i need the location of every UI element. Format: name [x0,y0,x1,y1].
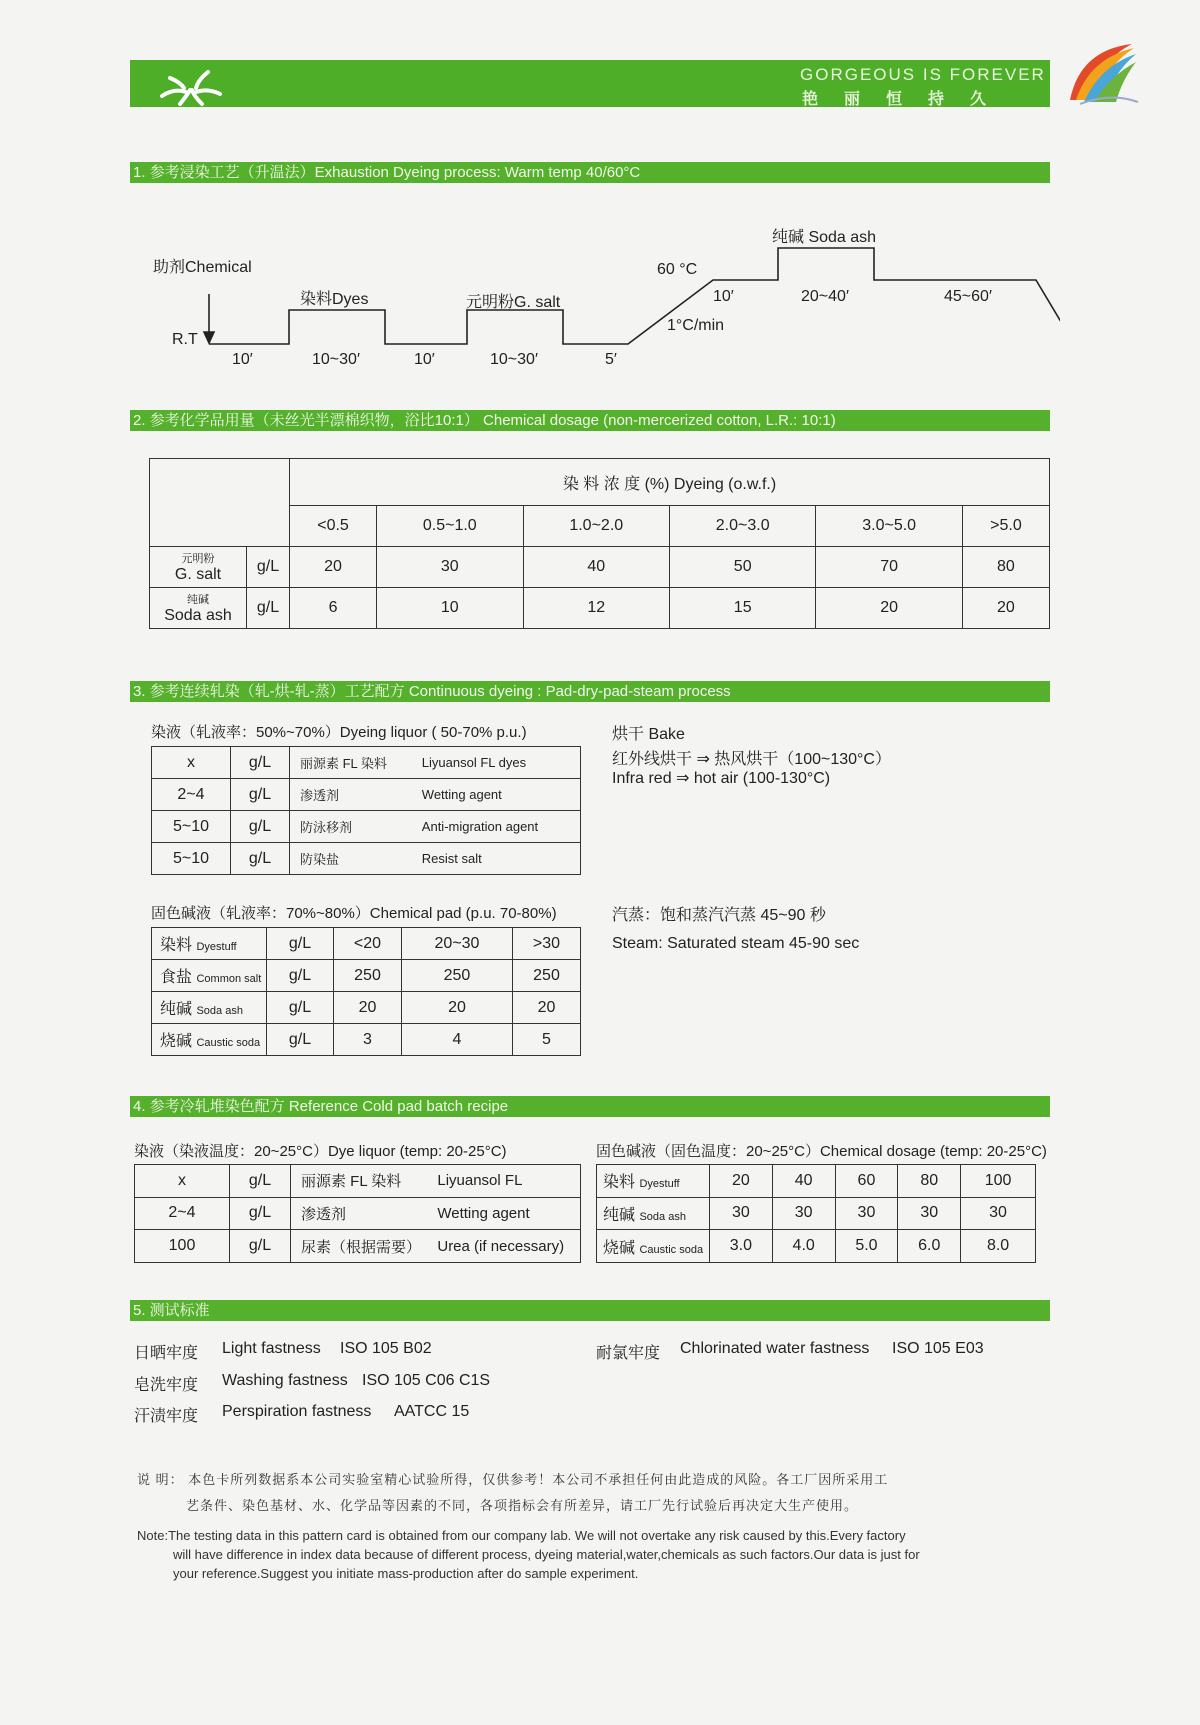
logo-icon [150,60,230,107]
cell: 防泳移剂 [290,811,422,843]
dosage-header: 染 料 浓 度 (%) Dyeing (o.w.f.) [290,459,1050,506]
cell: x [152,747,231,779]
cell: 30 [377,546,523,587]
table-row [135,1197,581,1230]
cell: 40 [772,1165,835,1198]
cell: g/L [230,1197,291,1230]
cell: 4.0 [772,1230,835,1263]
cell: Wetting agent [422,779,581,811]
cell: 20 [512,992,580,1024]
rt-label: R.T [172,331,198,348]
cell: g/L [230,1230,291,1263]
cell: 纯碱 [160,1001,193,1018]
temp-label: 60 °C [657,261,698,278]
note-en-line2: will have difference in index data because of different process, dyeing material,water,chemicals as such factors.Our data is just for [173,1547,920,1562]
time-label: 10′ [414,351,435,368]
bake-title: 烘干 Bake [612,726,685,743]
std-code: AATCC 15 [394,1403,470,1420]
note-en-line3: your reference.Suggest you initiate mass-production after do sample experiment. [173,1566,639,1581]
cell: 2~4 [135,1197,230,1230]
std-en: Washing fastness [222,1372,348,1389]
std-en: Perspiration fastness [222,1403,372,1420]
time-label: 10~30′ [312,351,360,368]
cell: x [135,1165,230,1198]
time-label: 5′ [605,351,617,368]
section2-title: 2. 参考化学品用量（未丝光半漂棉织物，浴比10:1） Chemical dosage (non-mercerized cotton, L.R.: 10:1) [130,410,1050,431]
liquor-title: 染液（轧液率：50%~70%）Dyeing liquor ( 50-70% p.u.) [151,724,527,741]
unit: g/L [247,546,290,587]
note-en-line1: Note:The testing data in this pattern card is obtained from our company lab. We will not overtake any risk caused by this.Every factory [137,1528,906,1543]
cell: 5~10 [152,843,231,875]
cell: g/L [267,928,334,960]
table-row [597,1230,1036,1263]
std-code: ISO 105 B02 [340,1340,432,1357]
cell: Common salt [196,973,262,985]
std-code: ISO 105 E03 [892,1340,984,1357]
row-label-cn: 元明粉 [181,552,215,565]
section4-title: 4. 参考冷轧堆染色配方 Reference Cold pad batch recipe [130,1096,1050,1117]
time-label: 10~30′ [490,351,538,368]
cell: g/L [230,1165,291,1198]
cell: 30 [961,1197,1036,1230]
steam-en: Steam: Saturated steam 45-90 sec [612,935,860,952]
col-header: 2.0~3.0 [669,506,815,546]
pad-table [151,927,581,1056]
slogan-cn: 艳丽恒持久 [802,91,1013,108]
cell: 40 [523,546,669,587]
std-en: Chlorinated water fastness [680,1340,870,1357]
cell: 染料 [160,937,193,954]
table-row [152,747,581,779]
table-row [152,960,581,992]
cell: Liyuansol FL [437,1165,580,1198]
rainbow-feather-icon [1060,40,1140,110]
section5-title: 5. 测试标准 [130,1300,1050,1321]
cell: 30 [835,1197,898,1230]
cell: 20 [816,587,962,628]
std-code: ISO 105 C06 C1S [362,1372,491,1389]
cell: 烧碱 [160,1033,193,1050]
cold-chem-title: 固色碱液（固色温度：20~25°C）Chemical dosage (temp: 20-25°C) [596,1143,1047,1160]
cell: 10 [377,587,523,628]
table-row [152,811,581,843]
cell: Soda ash [196,1005,243,1017]
cell: 30 [772,1197,835,1230]
cell: 80 [962,546,1049,587]
soda-label: 纯碱 Soda ash [772,229,877,246]
cell: 丽源素 FL 染料 [290,747,422,779]
cell: 250 [334,960,402,992]
col-header: 1.0~2.0 [523,506,669,546]
cell: g/L [267,992,334,1024]
cell: 80 [898,1165,961,1198]
cell: Dyestuff [196,941,237,953]
dyeing-process-diagram [130,200,1060,380]
cell: <20 [334,928,402,960]
cell: 烧碱 [603,1239,636,1257]
std-en: Light fastness [222,1340,321,1357]
bake-en: Infra red ⇒ hot air (100-130°C) [612,770,831,787]
cell: 20 [290,546,377,587]
cell: 5.0 [835,1230,898,1263]
gsalt-label: 元明粉G. salt [466,294,561,311]
note-cn-line2: 艺条件、染色基材、水、化学品等因素的不同，各项指标会有所差异，请工厂先行试验后再决定大生产使用。 [186,1498,859,1513]
cell: 渗透剂 [290,779,422,811]
cell: 100 [961,1165,1036,1198]
cell: 100 [135,1230,230,1263]
pad-title: 固色碱液（轧液率：70%~80%）Chemical pad (p.u. 70-80%) [151,905,557,922]
row-label-en: Soda ash [164,606,232,624]
cell: 渗透剂 [291,1197,438,1230]
col-header: <0.5 [290,506,377,546]
chemical-label: 助剂Chemical [153,259,252,276]
cell: 2~4 [152,779,231,811]
cell: 250 [401,960,512,992]
cell: g/L [267,960,334,992]
cell: 15 [669,587,815,628]
cell: 50 [669,546,815,587]
table-row [152,992,581,1024]
slogan-en: GORGEOUS IS FOREVER [800,65,1046,84]
std-cn: 汗渍牢度 [134,1408,199,1425]
bake-cn: 红外线烘干 ⇒ 热风烘干（100~130°C） [612,751,891,768]
cell: 3 [334,1024,402,1056]
cell: g/L [231,747,290,779]
col-header: 0.5~1.0 [377,506,523,546]
cell: Urea (if necessary) [437,1230,580,1263]
cell: 防染盐 [290,843,422,875]
table-row [135,1230,581,1263]
cell: 30 [898,1197,961,1230]
cell: Caustic soda [639,1243,704,1256]
cell: Dyestuff [639,1178,680,1191]
cell: Liyuansol FL dyes [422,747,581,779]
time-label: 10′ [232,351,253,368]
time-label: 20~40′ [801,288,849,305]
cell: 尿素（根据需要） [291,1230,438,1263]
row-label-cn: 纯碱 [187,593,209,606]
cell: 20~30 [401,928,512,960]
cell: 纯碱 [603,1206,636,1224]
dosage-table [149,458,1050,629]
cold-chem-table [596,1164,1036,1263]
row-label-en: G. salt [174,565,222,583]
cell: Caustic soda [196,1037,261,1049]
table-row [135,1165,581,1198]
cell: 5~10 [152,811,231,843]
table-row [150,587,1050,628]
section1-title: 1. 参考浸染工艺（升温法）Exhaustion Dyeing process: Warm temp 40/60°C [130,162,1050,183]
cold-liquor-title: 染液（染液温度：20~25°C）Dye liquor (temp: 20-25°C) [134,1143,507,1160]
cell: 20 [710,1165,773,1198]
table-row [597,1165,1036,1198]
unit: g/L [247,587,290,628]
std-cn: 日晒牢度 [134,1345,199,1362]
cell: 5 [512,1024,580,1056]
table-row [597,1197,1036,1230]
section3-title: 3. 参考连续轧染（轧-烘-轧-蒸）工艺配方 Continuous dyeing : Pad-dry-pad-steam process [130,681,1050,702]
cell: 70 [816,546,962,587]
time-label: 10′ [713,288,734,305]
cell: 250 [512,960,580,992]
cell: Wetting agent [437,1197,580,1230]
cell: 20 [962,587,1049,628]
cell: >30 [512,928,580,960]
cold-liquor-table [134,1164,581,1263]
std-cn: 皂洗牢度 [134,1377,199,1394]
cell: 染料 [603,1174,636,1192]
note-cn-line1: 说 明： 本色卡所列数据系本公司实验室精心试验所得，仅供参考！本公司不承担任何由此造成的风险。各工厂因所采用工 [137,1472,889,1487]
dyes-label: 染料Dyes [300,291,369,308]
cell: Resist salt [422,843,581,875]
cell: Soda ash [639,1210,686,1223]
col-header: >5.0 [962,506,1049,546]
cell: 30 [710,1197,773,1230]
cell: 3.0 [710,1230,773,1263]
time-label: 45~60′ [944,288,992,305]
table-row [152,928,581,960]
cell: g/L [231,843,290,875]
cell: 丽源素 FL 染料 [291,1165,438,1198]
empty-cell [150,459,290,547]
table-row [152,843,581,875]
col-header: 3.0~5.0 [816,506,962,546]
cell: Anti-migration agent [422,811,581,843]
cell: 60 [835,1165,898,1198]
cell: g/L [231,811,290,843]
cell: 20 [334,992,402,1024]
cell: 20 [401,992,512,1024]
cell: 食盐 [160,969,193,986]
steam-cn: 汽蒸：饱和蒸汽汽蒸 45~90 秒 [612,907,826,924]
std-cn: 耐氯牢度 [596,1345,661,1362]
cell: 6 [290,587,377,628]
cell: 4 [401,1024,512,1056]
table-row [152,1024,581,1056]
table-row [152,779,581,811]
table-row [150,546,1050,587]
rate-label: 1°C/min [667,317,725,334]
liquor-table [151,746,581,875]
cell: g/L [267,1024,334,1056]
cell: g/L [231,779,290,811]
cell: 12 [523,587,669,628]
cell: 8.0 [961,1230,1036,1263]
cell: 6.0 [898,1230,961,1263]
